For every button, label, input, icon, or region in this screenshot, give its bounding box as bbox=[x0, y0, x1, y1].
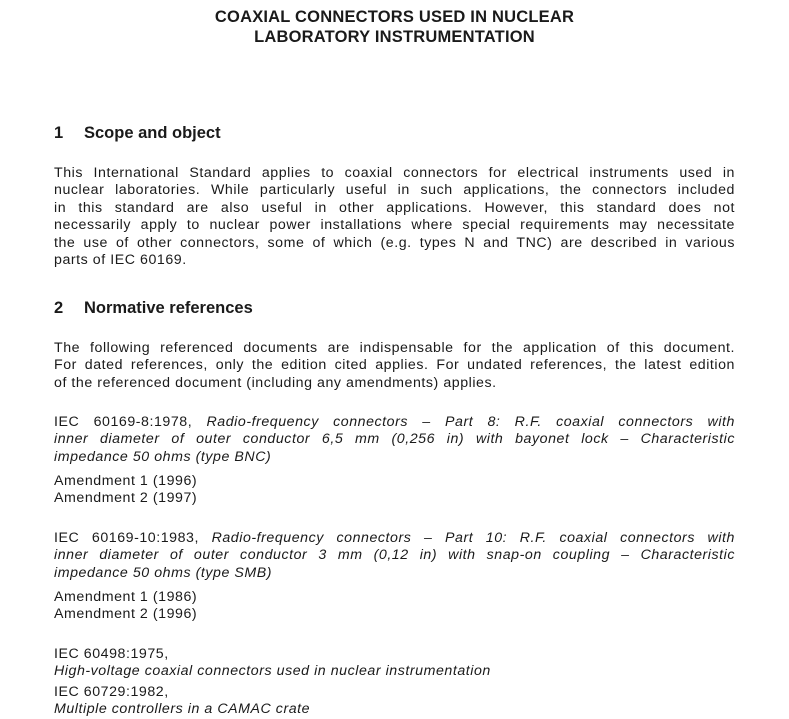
reference-code: IEC 60169-10:1983, bbox=[54, 530, 199, 546]
section-1-title: Scope and object bbox=[84, 124, 221, 142]
section-1-number: 1 bbox=[54, 124, 64, 142]
reference-code: IEC 60729:1982, bbox=[54, 684, 169, 700]
reference-title: inner diameter of outer conductor 3 mm (0,12 in) with snap-on coupling – Characteristic bbox=[54, 547, 735, 564]
paragraph-line: The following referenced documents are indispensable for the application of this document. bbox=[54, 340, 735, 356]
paragraph-line: in this standard are also useful in other applications. However, this standard does not bbox=[54, 199, 735, 216]
amendment-list bbox=[54, 589, 197, 624]
reference-title: impedance 50 ohms (type SMB) bbox=[54, 564, 273, 581]
amendment-item: Amendment 1 (1996) bbox=[54, 473, 198, 489]
amendment-list bbox=[54, 473, 197, 508]
section-2-paragraph bbox=[54, 340, 735, 392]
section-2-title: Normative references bbox=[84, 299, 253, 317]
paragraph-line: of the referenced document (including any amendments) applies. bbox=[54, 374, 497, 391]
reference-title: impedance 50 ohms (type BNC) bbox=[54, 448, 272, 465]
reference-title: Multiple controllers in a CAMAC crate bbox=[54, 701, 311, 718]
paragraph-line: necessarily apply to nuclear power installations where special requirements may necessitate bbox=[54, 217, 735, 234]
document-title-line-1: COAXIAL CONNECTORS USED IN NUCLEAR bbox=[214, 8, 575, 26]
paragraph-line: parts of IEC 60169. bbox=[54, 252, 187, 269]
reference-title: Radio-frequency connectors – Part 8: R.F. coaxial connectors with bbox=[206, 414, 735, 430]
paragraph-line: This International Standard applies to coaxial connectors for electrical instruments used in bbox=[54, 165, 735, 181]
section-2-number: 2 bbox=[54, 299, 64, 317]
paragraph-line: nuclear laboratories. While particularly useful in such applications, the connectors included bbox=[54, 182, 735, 199]
reference-title: High-voltage coaxial connectors used in nuclear instrumentation bbox=[54, 663, 491, 680]
section-2-heading bbox=[54, 298, 253, 318]
reference-entry bbox=[54, 530, 735, 582]
reference-entry bbox=[54, 646, 491, 681]
paragraph-line: For dated references, only the edition cited applies. For undated references, the latest edition bbox=[54, 357, 735, 374]
reference-entry bbox=[54, 684, 310, 719]
paragraph-line: the use of other connectors, some of which (e.g. types N and TNC) are described in various bbox=[54, 234, 735, 251]
reference-entry bbox=[54, 414, 735, 466]
reference-title: Radio-frequency connectors – Part 10: R.F. coaxial connectors with bbox=[211, 530, 735, 546]
section-1-paragraph bbox=[54, 165, 735, 269]
amendment-item: Amendment 1 (1986) bbox=[54, 589, 198, 605]
document-title bbox=[54, 7, 735, 47]
document-title-line-2: LABORATORY INSTRUMENTATION bbox=[254, 28, 535, 46]
amendment-item: Amendment 2 (1997) bbox=[54, 490, 198, 507]
reference-title: inner diameter of outer conductor 6,5 mm (0,256 in) with bayonet lock – Characteristic bbox=[54, 431, 735, 448]
reference-code: IEC 60169-8:1978, bbox=[54, 414, 193, 430]
section-1-heading bbox=[54, 123, 221, 143]
reference-code: IEC 60498:1975, bbox=[54, 646, 169, 662]
amendment-item: Amendment 2 (1996) bbox=[54, 606, 198, 623]
